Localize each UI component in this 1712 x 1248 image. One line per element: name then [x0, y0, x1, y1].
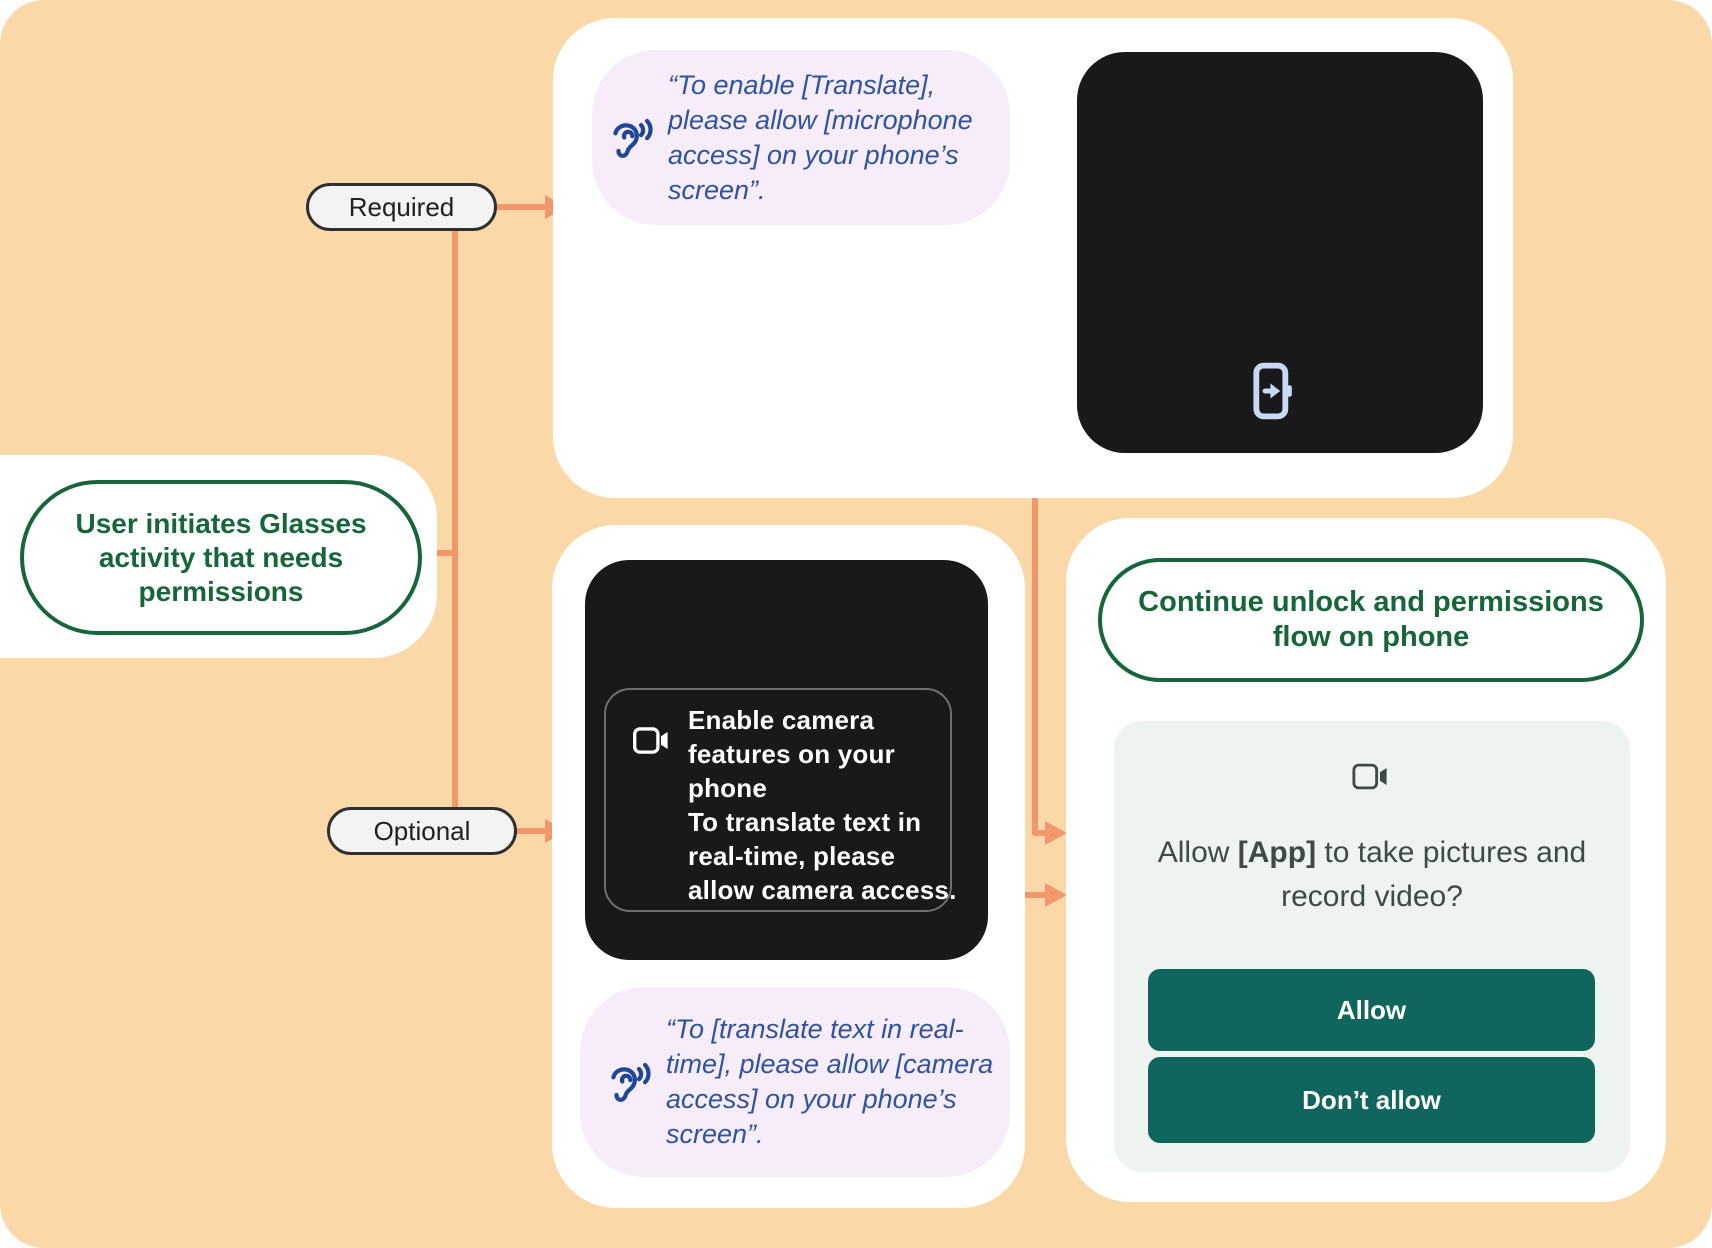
- start-card: [0, 455, 437, 658]
- glasses-screen-camera-notice: [585, 560, 988, 960]
- hearing-icon: [606, 1060, 652, 1104]
- permission-prompt: [1137, 831, 1607, 919]
- optional-flow-card: [552, 525, 1025, 1208]
- open-on-phone-icon: [1251, 362, 1295, 425]
- start-pill: User initiates Glasses activity that needs permissions: [20, 480, 422, 635]
- voice-prompt-text: “To [translate text in real-time], please allow [camera access] on your phone’s screen”.: [666, 1014, 994, 1149]
- permission-dialog: [1114, 721, 1630, 1172]
- phone-flow-card: [1066, 518, 1666, 1202]
- hearing-icon: [608, 116, 654, 160]
- prompt-app-placeholder: [App]: [1237, 836, 1317, 869]
- videocam-icon: [1352, 763, 1388, 790]
- glasses-screen-continue-on-phone: [1077, 52, 1483, 453]
- dont-allow-button[interactable]: Don’t allow: [1148, 1057, 1595, 1143]
- required-branch-label: Required: [306, 183, 497, 231]
- arrowhead: [1045, 883, 1067, 907]
- optional-branch-label: Optional: [327, 807, 517, 855]
- glasses-notice-text: [688, 703, 966, 907]
- glasses-notice-box: [604, 688, 957, 912]
- voice-prompt-bubble-required: [592, 50, 1010, 225]
- prompt-prefix: Allow: [1157, 836, 1238, 869]
- allow-button[interactable]: Allow: [1148, 969, 1595, 1051]
- required-flow-card: [553, 18, 1513, 498]
- glasses-notice-body: To translate text in real-time, please allow camera access.: [688, 807, 957, 905]
- arrowhead: [1045, 821, 1067, 845]
- continue-pill: Continue unlock and permissions flow on phone: [1098, 558, 1644, 682]
- prompt-suffix: to take pictures and record video?: [1281, 836, 1587, 913]
- voice-prompt-text: “To enable [Translate], please allow [microphone access] on your phone’s screen”.: [668, 69, 973, 205]
- glasses-notice-title: Enable camera features on your phone: [688, 705, 895, 803]
- voice-prompt-bubble-optional: [580, 987, 1010, 1177]
- videocam-icon: [633, 727, 669, 754]
